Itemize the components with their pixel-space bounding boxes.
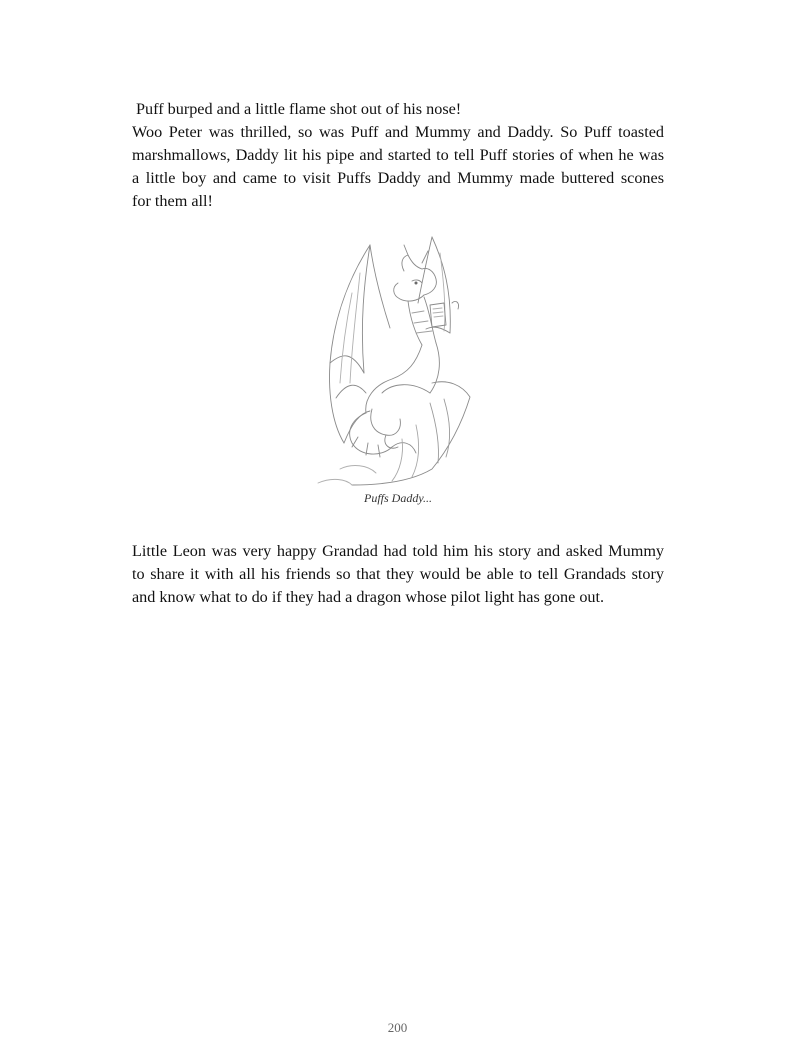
text-line: to share it with all his friends so that they would be able to tell Grandads story: [132, 565, 664, 583]
text-line: Woo Peter was thrilled, so was Puff and Mummy and Daddy. So Puff toasted: [132, 123, 664, 141]
page-number: 200: [387, 1020, 408, 1035]
dragon-sketch-image: [312, 233, 484, 489]
text-line: marshmallows, Daddy lit his pipe and started to tell Puff stories of when he was: [132, 146, 664, 164]
figure-caption: Puffs Daddy...: [364, 491, 432, 505]
story-paragraph-2: [132, 540, 664, 609]
text-line: Little Leon was very happy Grandad had told him his story and asked Mummy: [132, 542, 664, 560]
dragon-illustration: [312, 233, 484, 489]
story-paragraph-1: [132, 98, 664, 213]
text-line: Puff burped and a little flame shot out of his nose!: [136, 100, 462, 118]
text-line: and know what to do if they had a dragon whose pilot light has gone out.: [132, 588, 605, 606]
text-line: a little boy and came to visit Puffs Daddy and Mummy made buttered scones: [132, 169, 664, 187]
text-line: for them all!: [132, 192, 213, 210]
